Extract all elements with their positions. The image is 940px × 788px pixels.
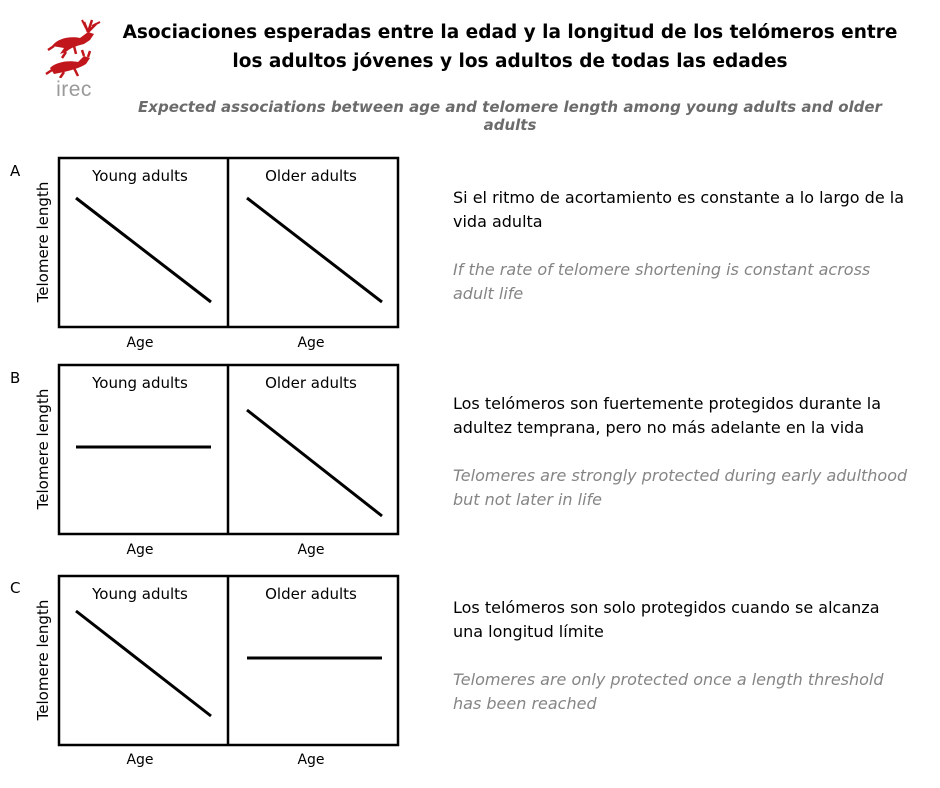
logo-text: irec	[56, 78, 92, 101]
older-adults-trend-line	[247, 410, 382, 516]
description-spanish: Si el ritmo de acortamiento es constante a lo largo de la vida adulta	[453, 188, 904, 231]
older-adults-title: Older adults	[265, 585, 357, 603]
x-axis-label-older: Age	[297, 542, 325, 558]
young-adults-title: Young adults	[92, 374, 188, 392]
page-title: Asociaciones esperadas entre la edad y la longitud de los telómeros entre los adultos jóvenes y los adultos de todas las edades	[122, 22, 898, 72]
panel-letter-b: B	[10, 369, 21, 387]
panel-c-description	[453, 596, 913, 716]
irec-logo	[44, 16, 114, 108]
older-adults-trend-line	[247, 198, 382, 302]
young-adults-trend-line	[76, 198, 211, 302]
panel-b-description	[453, 392, 913, 512]
description-english: If the rate of telomere shortening is constant across adult life	[453, 260, 871, 303]
young-adults-title: Young adults	[92, 167, 188, 185]
panel-c-plot	[30, 568, 410, 772]
x-axis-label-older: Age	[297, 752, 325, 768]
x-axis-label-young: Age	[126, 335, 154, 351]
older-adults-title: Older adults	[265, 167, 357, 185]
description-english: Telomeres are only protected once a length threshold has been reached	[453, 670, 884, 713]
description-spanish: Los telómeros son solo protegidos cuando se alcanza una longitud límite	[453, 598, 880, 641]
y-axis-label: Telomere length	[34, 388, 52, 510]
older-adults-title: Older adults	[265, 374, 357, 392]
y-axis-label: Telomere length	[34, 181, 52, 303]
y-axis-label: Telomere length	[34, 599, 52, 721]
young-adults-trend-line	[76, 611, 211, 716]
panel-a-plot	[30, 150, 410, 354]
x-axis-label-young: Age	[126, 752, 154, 768]
panel-letter-c: C	[10, 579, 21, 597]
panel-b-plot	[30, 357, 410, 561]
x-axis-label-young: Age	[126, 542, 154, 558]
description-english: Telomeres are strongly protected during early adulthood but not later in life	[453, 466, 908, 509]
description-spanish: Los telómeros son fuertemente protegidos durante la adultez temprana, pero no más adelante en la vida	[453, 394, 882, 437]
young-adults-title: Young adults	[92, 585, 188, 603]
x-axis-label-older: Age	[297, 335, 325, 351]
panel-a-description	[453, 186, 913, 306]
page-subtitle: Expected associations between age and telomere length among young adults and older adults	[138, 98, 882, 134]
panel-letter-a: A	[10, 162, 21, 180]
deer-logo-icon	[44, 16, 114, 78]
